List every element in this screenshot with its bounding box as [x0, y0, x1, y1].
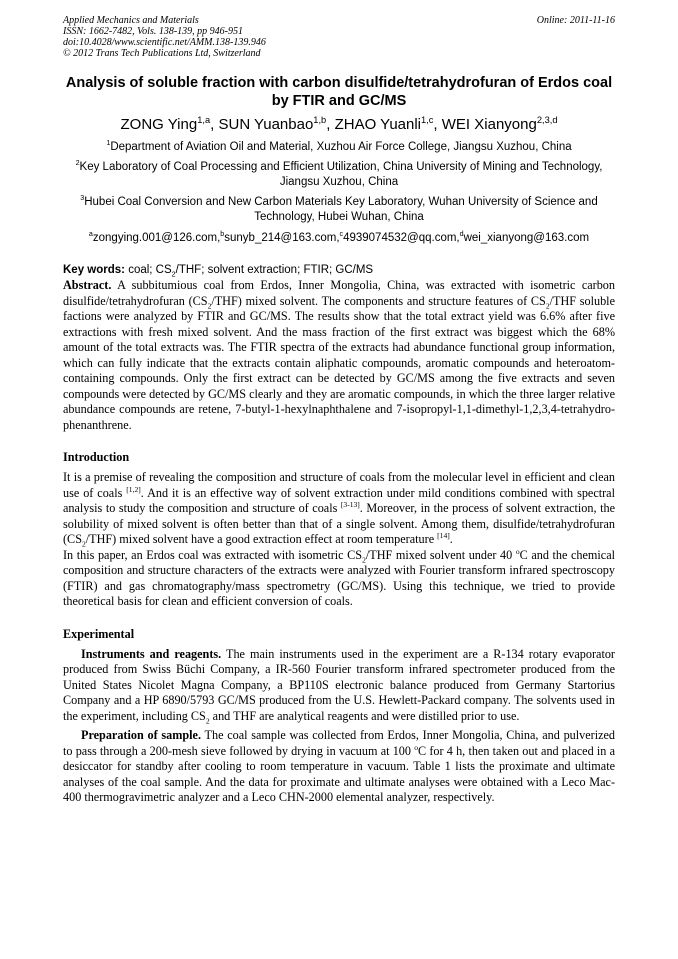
experimental-paragraph-2	[63, 728, 615, 806]
body-text: C for 4 h, then taken out and placed in a desiccator for standby after cooling to room temperature in vacuum. Table 1 lists the proximate and ultimate analyses of the coal sample. And the data for proximate and ultimate analyses were obtained with a Leco Mac-400 thermogravimetric analyzer and a Leco CHN-2000 elemental analyzer, respectively.	[63, 743, 615, 804]
author-name: ZHAO Yuanli	[334, 116, 422, 133]
body-text: In this paper, an Erdos coal was extracted with isometric CS	[63, 547, 363, 562]
body-text: /THF mixed solvent under 40	[365, 547, 516, 562]
email-address: sunyb_214@163.com,	[224, 232, 340, 244]
body-text: . And it is an effective way of solvent extraction under mild conditions combined with spectral analysis to study the composition and structure of coals	[63, 485, 615, 515]
email-mark: a	[88, 230, 93, 239]
email-address: wei_xianyong@163.com	[463, 232, 590, 244]
subscript: 2	[545, 300, 550, 310]
email-address: zongying.001@126.com,	[92, 232, 221, 244]
copyright-line: © 2012 Trans Tech Publications Ltd, Switzerland	[63, 48, 261, 59]
body-text: . Moreover, in the process of solvent extraction, the solubility of mixed solvent is often better than that of a single solvent. Among them, disulfide/tetrahydrofuran (CS	[63, 501, 615, 546]
subscript: 2	[171, 270, 176, 279]
author-name: ZONG Ying	[120, 116, 198, 133]
affiliation-text: Department of Aviation Oil and Material, Xuzhou Air Force College, Jiangsu Xuzhou, China	[110, 141, 572, 153]
degree-mark: o	[414, 742, 418, 752]
citation: [1,2]	[126, 484, 141, 494]
journal-name: Applied Mechanics and Materials	[63, 15, 199, 26]
keywords	[63, 263, 615, 278]
author-name: WEI Xianyong	[441, 116, 537, 133]
section-heading-experimental: Experimental	[63, 626, 135, 641]
abstract-text: /THF soluble factions were analyzed by FTIR and GC/MS. The results show that the total extract yield was 6.6% after five extractions with fresh mixed solvent. And the mass fraction of the first extract was biggest which the 68% amount of the total extracts was. The FTIR spectra of the extracts had abundance functional group information, which can fully indicate that the extracts contain aliphatic compounds, aromatic compounds and heteroatom-containing compounds. Only the first extract can be detected by GC/MS among the five extracts and seven compounds were detected by GC/MS clearly and they are aromatic compounds, in which the three larger relative abundance compounds are retene, 7-butyl-1-hexylnaphthalene and 7-isopropyl-1,1-dimethyl-1,2,3,4-tetrahydro-phenanthrene.	[63, 293, 615, 432]
author-affiliation-mark: 1,c	[421, 115, 434, 125]
section-heading-introduction: Introduction	[63, 450, 130, 464]
affiliation-mark: 2	[75, 159, 80, 168]
subscript: 2	[205, 715, 210, 725]
author-affiliation-mark: 2,3,d	[536, 115, 558, 125]
author-name: SUN Yuanbao	[218, 116, 314, 133]
email-address: 4939074532@qq.com,	[343, 232, 460, 244]
affiliation-mark: 3	[80, 194, 85, 203]
keywords-text: coal; CS	[125, 264, 172, 276]
experimental-paragraph-1	[63, 647, 615, 725]
subscript: 2	[81, 539, 86, 549]
affiliation-mark: 1	[106, 139, 111, 148]
doi-line: doi:10.4028/www.scientific.net/AMM.138-139.946	[63, 37, 266, 48]
author-list: ZONG Ying$^{1,a}$, SUN Yuanbao$^{1,b}$, ZHAO Yuanli$^{1,c}$, WEI Xianyong$^{2,3,d}$	[120, 115, 558, 133]
introduction-paragraph-1	[63, 470, 615, 548]
body-text: C and the chemical composition and structure characters of the extracts were analyzed with Fourier transform infrared spectroscopy (FTIR) and gas chromatography/mass spectrometry (GC/MS). Using this technique, we tried to provide theoretical basis for clean and efficient conversion of coals.	[63, 547, 615, 608]
paragraph-label: Instruments and reagents.	[81, 646, 222, 661]
affiliation-2	[63, 160, 615, 190]
citation: [3-13]	[340, 499, 360, 509]
abstract-text: A subbitumious coal from Erdos, Inner Mongolia, China, was extracted with isometric carbon disulfide/tetrahydrofuran (CS	[63, 278, 615, 308]
introduction-paragraph-2	[63, 548, 615, 610]
keywords-text: /THF; solvent extraction; FTIR; GC/MS	[175, 264, 374, 276]
email-mark: d	[459, 230, 464, 239]
abstract-text: /THF) mixed solvent. The components and structure features of CS	[211, 293, 546, 308]
subscript: 2	[362, 554, 366, 564]
keywords-label: Key words:	[63, 264, 125, 276]
body-text: The main instruments used in the experiment are a R-134 rotary evaporator produced from Swiss Büchi Company, a IR-560 Fourier transform infrared spectrometer produced from the United States Nicolet Magna Company, a BP110S electronic balance produced from Germany Startorius Company and a HP 6890/5793 GC/MS produced from the U.S. Hewlett-Packard company. The solvents used in the experiment, including CS	[63, 646, 615, 723]
paragraph-label: Preparation of sample.	[81, 728, 201, 742]
body-text: The coal sample was collected from Erdos, Inner Mongolia, China, and pulverized to pass through a 200-mesh sieve followed by drying in vacuum at 100	[63, 728, 615, 758]
affiliation-3	[63, 195, 615, 225]
email-mark: c	[339, 230, 344, 239]
degree-mark: o	[515, 546, 520, 556]
email-mark: b	[220, 230, 225, 239]
author-affiliation-mark: 1,a	[197, 115, 211, 125]
online-date: Online: 2011-11-16	[536, 15, 615, 26]
citation: [14]	[437, 530, 450, 540]
issn-line: ISSN: 1662-7482, Vols. 138-139, pp 946-951	[63, 26, 243, 37]
subscript: 2	[207, 300, 212, 310]
body-text: and THF are analytical reagents and were distilled prior to use.	[209, 708, 520, 723]
affiliation-text: Key Laboratory of Coal Processing and Efficient Utilization, China University of Mining and Technology, Jiangsu Xuzhou, China	[79, 161, 603, 188]
affiliation-1	[63, 140, 615, 155]
author-affiliation-mark: 1,b	[313, 115, 327, 125]
abstract	[63, 278, 615, 433]
abstract-label: Abstract.	[63, 278, 112, 292]
paper-title: Analysis of soluble fraction with carbon disulfide/tetrahydrofuran of Erdos coal by FTIR and GC/MS	[65, 75, 613, 109]
paper-page	[63, 15, 615, 806]
body-text: It is a premise of revealing the composition and structure of coals from the molecular level in efficient and clean use of coals	[63, 470, 615, 500]
email-list	[63, 231, 615, 246]
body-text: /THF) mixed solvent have a good extraction effect at room temperature	[85, 532, 438, 546]
affiliation-text: Hubei Coal Conversion and New Carbon Materials Key Laboratory, Wuhan University of Science and Technology, Hubei Wuhan, China	[84, 196, 598, 223]
journal-header	[63, 15, 615, 59]
body-text: .	[449, 532, 453, 546]
